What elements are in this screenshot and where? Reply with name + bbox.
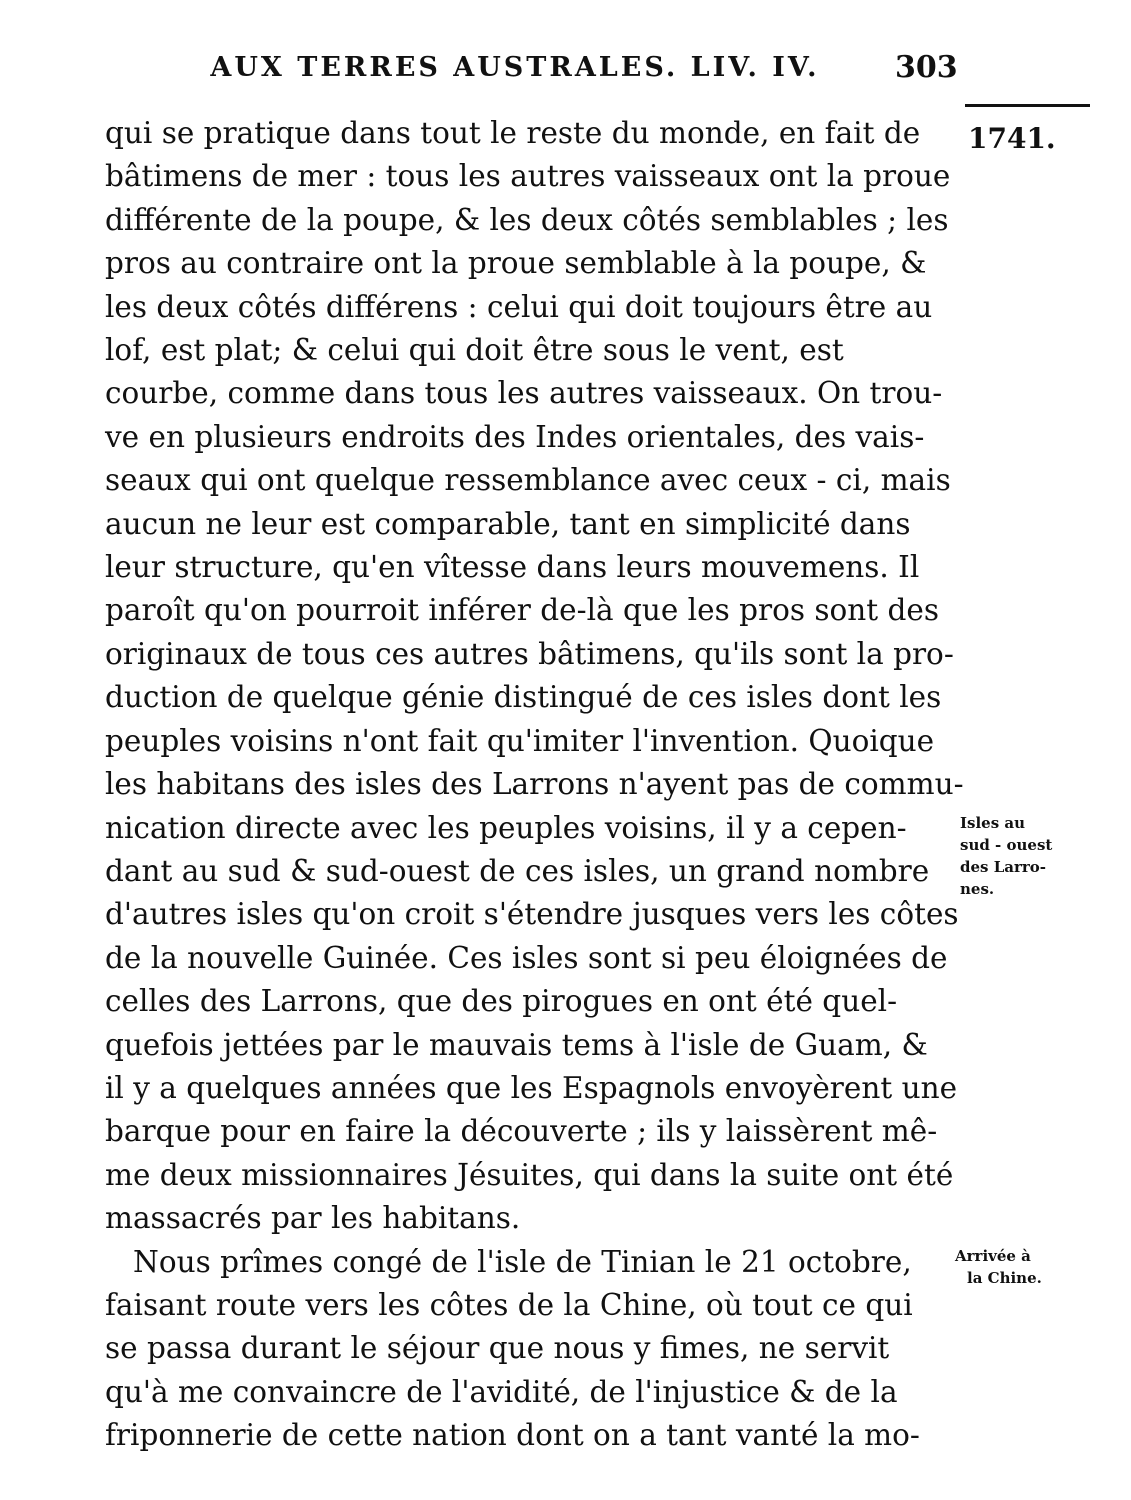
- margin-note-line: sud - ouest: [960, 836, 1053, 854]
- text-line: quefois jettées par le mauvais tems à l'isle de Guam, &: [105, 1027, 928, 1062]
- text-line: barque pour en faire la découverte ; ils y laissèrent mê-: [105, 1114, 938, 1149]
- margin-note-line: des Larro-: [960, 858, 1047, 876]
- margin-year: 1741.: [968, 122, 1056, 155]
- text-line: peuples voisins n'ont fait qu'imiter l'invention. Quoique: [105, 723, 935, 758]
- body-text: [105, 112, 964, 1458]
- text-line: Nous prîmes congé de l'isle de Tinian le 21 octobre,: [133, 1244, 912, 1279]
- text-line: seaux qui ont quelque ressemblance avec ceux - ci, mais: [105, 463, 951, 498]
- text-line: paroît qu'on pourroit inférer de-là que les pros sont des: [105, 593, 939, 628]
- text-line: ve en plusieurs endroits des Indes orientales, des vais-: [105, 419, 925, 454]
- running-head: AUX TERRES AUSTRALES. LIV. IV.: [210, 52, 820, 83]
- header-rule: [965, 104, 1090, 107]
- margin-note-line: Arrivée à: [955, 1247, 1031, 1265]
- text-line: de la nouvelle Guinée. Ces isles sont si peu éloignées de: [105, 940, 948, 975]
- text-line: se passa durant le séjour que nous y fimes, ne servit: [105, 1331, 890, 1366]
- text-line: les deux côtés différens : celui qui doit toujours être au: [105, 289, 933, 324]
- text-line: dant au sud & sud-ouest de ces isles, un grand nombre: [105, 853, 930, 888]
- text-line: qu'à me convaincre de l'avidité, de l'injustice & de la: [105, 1374, 898, 1409]
- margin-note-chine: [955, 1245, 1042, 1289]
- margin-note-larrons: [960, 812, 1052, 900]
- text-line: courbe, comme dans tous les autres vaisseaux. On trou-: [105, 376, 943, 411]
- text-line: massacrés par les habitans.: [105, 1201, 521, 1236]
- margin-note-line: Isles au: [960, 814, 1025, 832]
- text-line: qui se pratique dans tout le reste du monde, en fait de: [105, 116, 921, 150]
- text-line: aucun ne leur est comparable, tant en simplicité dans: [105, 506, 911, 541]
- margin-note-line: la Chine.: [967, 1269, 1042, 1287]
- text-line: originaux de tous ces autres bâtimens, qu'ils sont la pro-: [105, 636, 954, 671]
- text-line: d'autres isles qu'on croit s'étendre jusques vers les côtes: [105, 897, 959, 932]
- text-line: duction de quelque génie distingué de ces isles dont les: [105, 680, 942, 715]
- text-line: friponnerie de cette nation dont on a tant vanté la mo-: [105, 1418, 920, 1453]
- text-line: leur structure, qu'en vîtesse dans leurs mouvemens. Il: [105, 550, 920, 585]
- page-number: 303: [895, 50, 958, 85]
- text-line: pros au contraire ont la proue semblable à la poupe, &: [105, 246, 927, 281]
- text-line: faisant route vers les côtes de la Chine, où tout ce qui: [105, 1287, 913, 1322]
- margin-note-line: nes.: [960, 880, 995, 898]
- text-line: celles des Larrons, que des pirogues en ont été quel-: [105, 984, 898, 1019]
- text-line: différente de la poupe, & les deux côtés semblables ; les: [105, 202, 949, 237]
- text-line: les habitans des isles des Larrons n'ayent pas de commu-: [105, 767, 964, 802]
- text-line: nication directe avec les peuples voisins, il y a cepen-: [105, 810, 907, 845]
- text-line: il y a quelques années que les Espagnols envoyèrent une: [105, 1070, 958, 1105]
- text-line: me deux missionnaires Jésuites, qui dans la suite ont été: [105, 1157, 954, 1192]
- text-line: bâtimens de mer : tous les autres vaisseaux ont la proue: [105, 159, 951, 194]
- text-line: lof, est plat; & celui qui doit être sous le vent, est: [105, 333, 844, 368]
